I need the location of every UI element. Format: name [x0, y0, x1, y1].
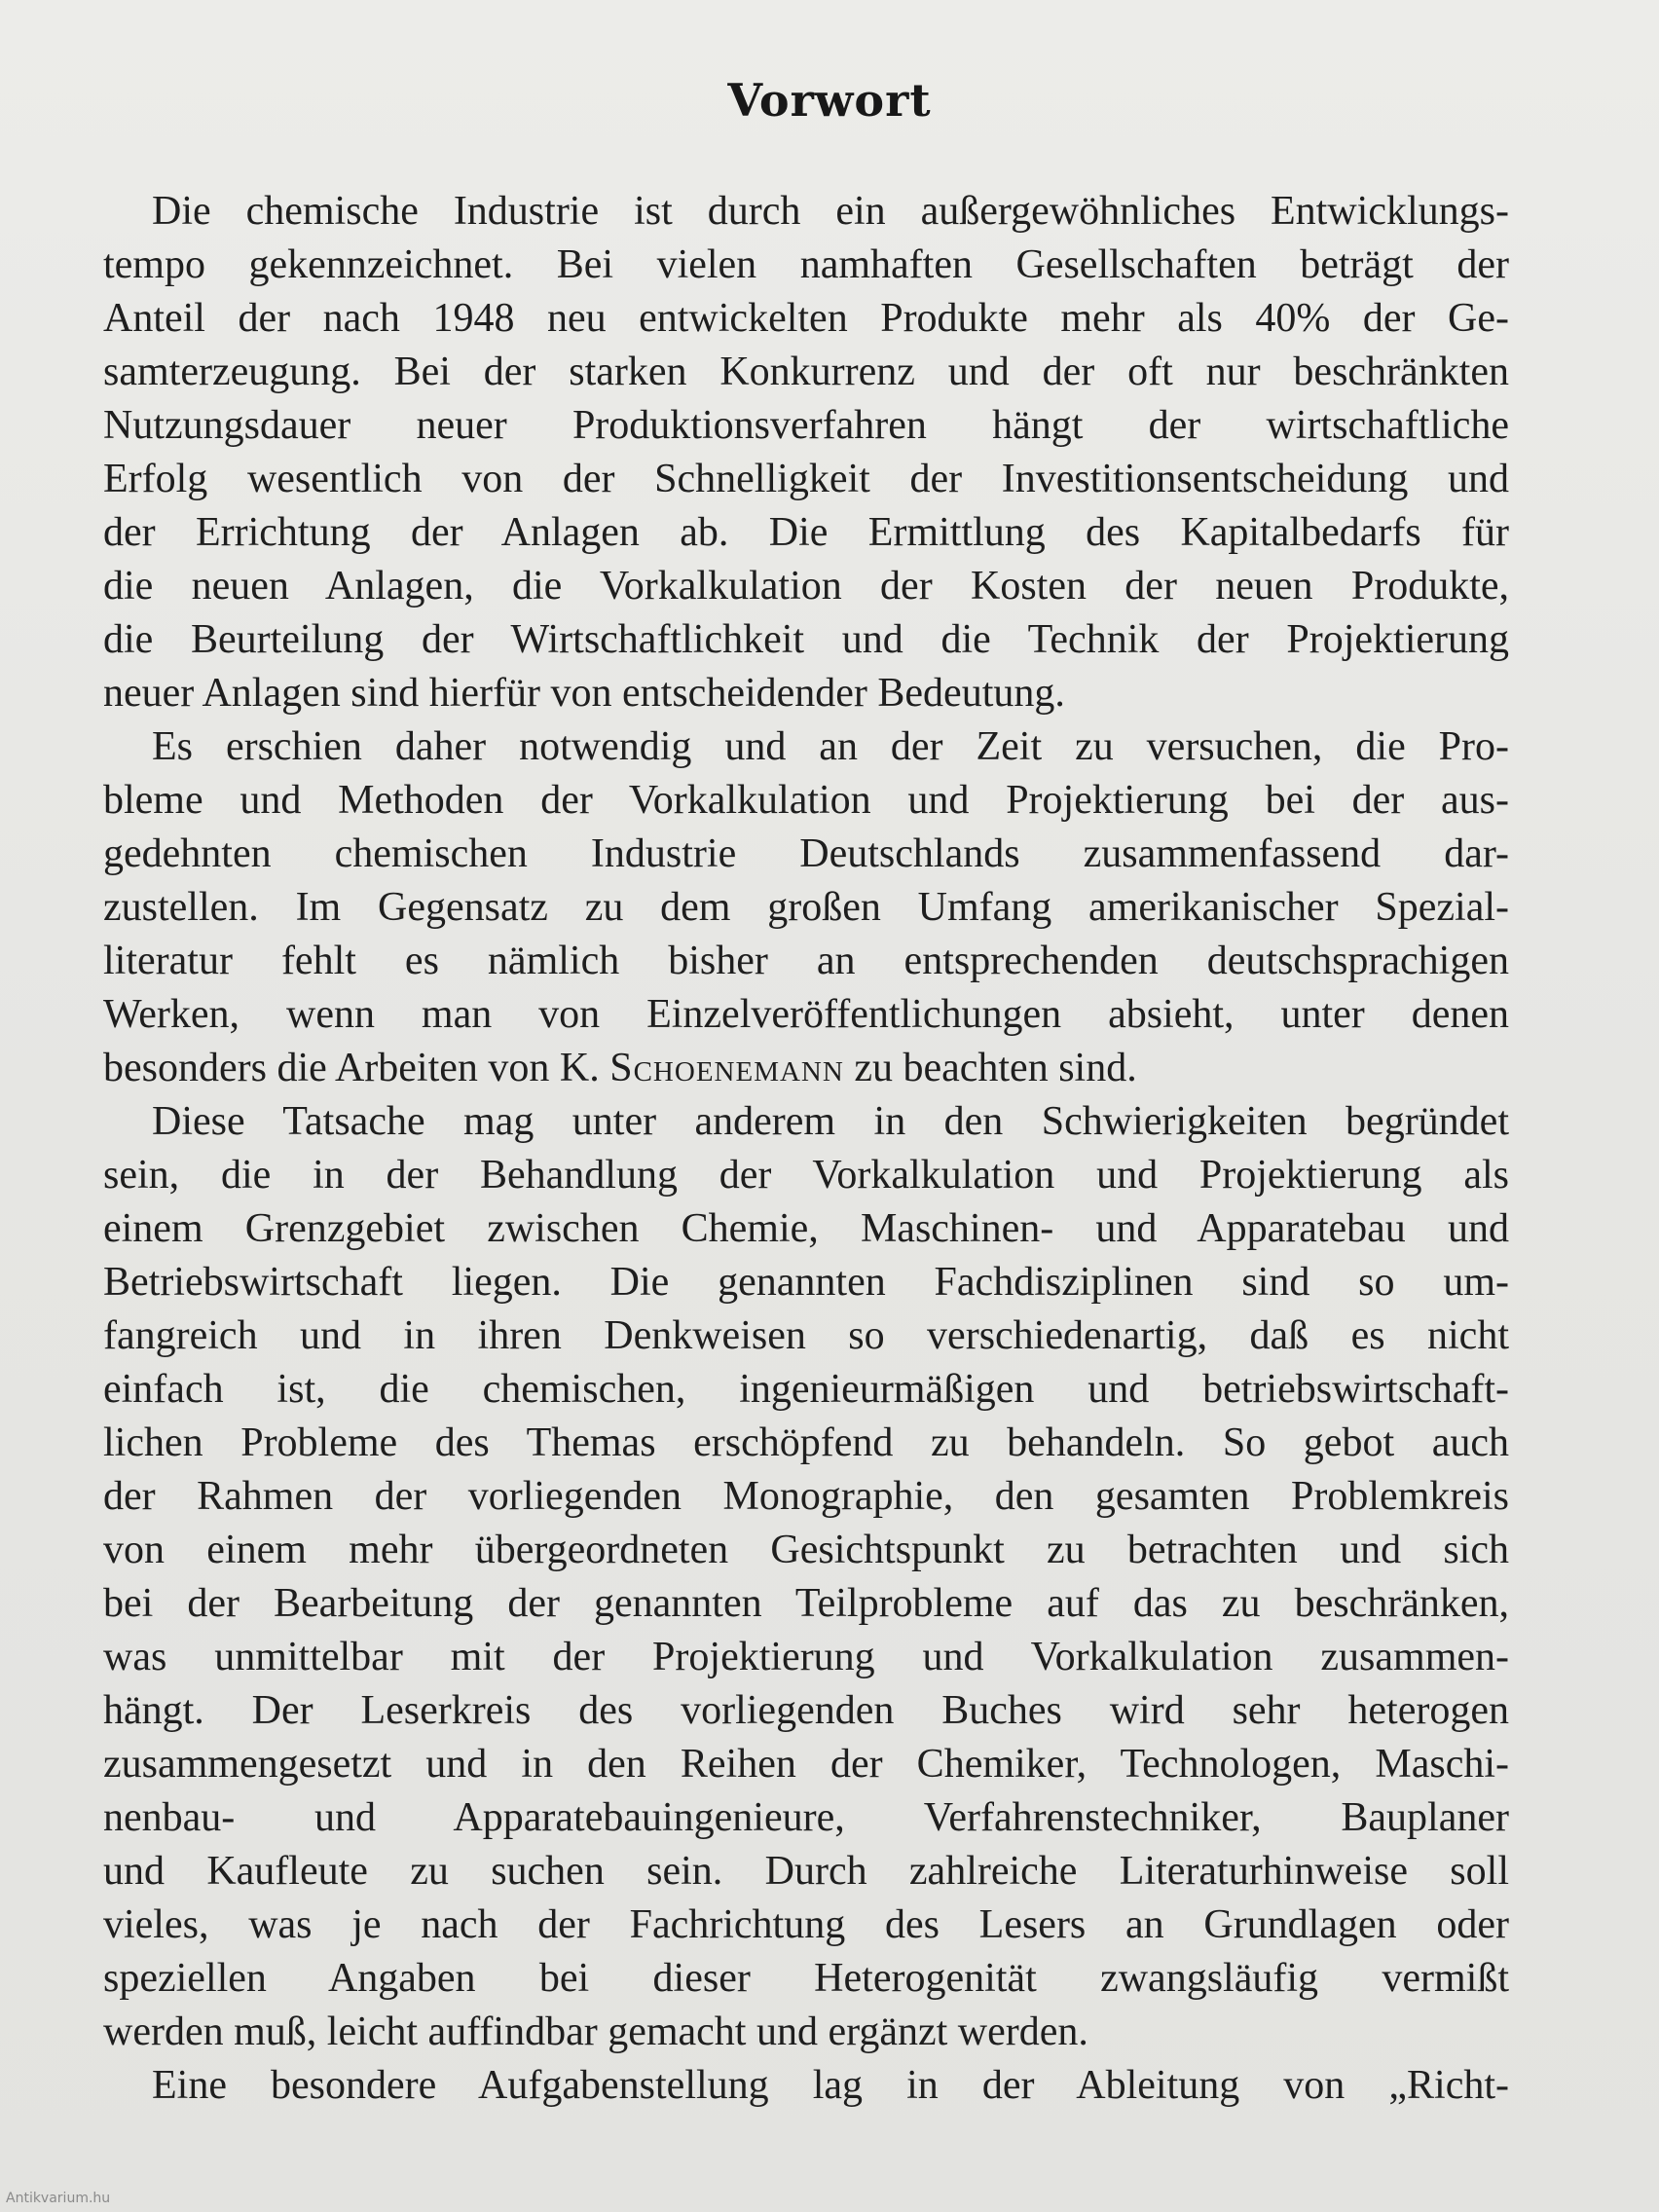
text-line: nenbau- und Apparatebauingenieure, Verfahrenstechniker, Bauplaner — [103, 1795, 1509, 1840]
text-line: die Beurteilung der Wirtschaftlichkeit und die Technik der Projektierung — [103, 617, 1509, 662]
text-line: Erfolg wesentlich von der Schnelligkeit der Investitionsentscheidung und — [103, 457, 1509, 501]
text-line: literatur fehlt es nämlich bisher an entsprechenden deutschsprachigen — [103, 939, 1509, 983]
text-line: die neuen Anlagen, die Vorkalkulation der Kosten der neuen Produkte, — [103, 564, 1509, 608]
text-line: zusammengesetzt und in den Reihen der Chemiker, Technologen, Maschi- — [103, 1742, 1509, 1787]
text-fragment: besonders die Arbeiten von K. — [103, 1046, 600, 1090]
text-line: bleme und Methoden der Vorkalkulation und Projektierung bei der aus- — [103, 778, 1509, 823]
text-fragment: zu beachten sind. — [854, 1046, 1137, 1090]
text-line: Betriebswirtschaft liegen. Die genannten Fachdisziplinen sind so um- — [103, 1260, 1509, 1305]
text-line: Diese Tatsache mag unter anderem in den Schwierigkeiten begründet — [152, 1099, 1509, 1144]
text-line: neuer Anlagen sind hierfür von entscheidender Bedeutung. — [103, 671, 1065, 716]
text-line: und Kaufleute zu suchen sein. Durch zahlreiche Literaturhinweise soll — [103, 1849, 1509, 1894]
text-line: Eine besondere Aufgabenstellung lag in der Ableitung von „Richt- — [152, 2063, 1509, 2108]
author-name: Schoenemann — [609, 1046, 844, 1090]
text-line: zustellen. Im Gegensatz zu dem großen Umfang amerikanischer Spezial- — [103, 885, 1509, 930]
text-line: fangreich und in ihren Denkweisen so verschiedenartig, daß es nicht — [103, 1313, 1509, 1358]
text-line: lichen Probleme des Themas erschöpfend zu behandeln. So gebot auch — [103, 1420, 1509, 1465]
text-line: vieles, was je nach der Fachrichtung des Lesers an Grundlagen oder — [103, 1902, 1509, 1947]
text-line: der Errichtung der Anlagen ab. Die Ermittlung des Kapitalbedarfs für — [103, 510, 1509, 555]
text-line: Werken, wenn man von Einzelveröffentlichungen absieht, unter denen — [103, 992, 1509, 1037]
text-line: einem Grenzgebiet zwischen Chemie, Maschinen- und Apparatebau und — [103, 1206, 1509, 1251]
text-line: tempo gekennzeichnet. Bei vielen namhaften Gesellschaften beträgt der — [103, 242, 1509, 287]
text-line: Nutzungsdauer neuer Produktionsverfahren hängt der wirtschaftliche — [103, 403, 1509, 448]
text-line: speziellen Angaben bei dieser Heterogenität zwangsläufig vermißt — [103, 1956, 1509, 2001]
text-line: werden muß, leicht auffindbar gemacht und ergänzt werden. — [103, 2009, 1088, 2054]
text-line: sein, die in der Behandlung der Vorkalkulation und Projektierung als — [103, 1153, 1509, 1198]
text-line: gedehnten chemischen Industrie Deutschlands zusammenfassend dar- — [103, 831, 1509, 876]
text-line: hängt. Der Leserkreis des vorliegenden Buches wird sehr heterogen — [103, 1688, 1509, 1733]
text-line: Die chemische Industrie ist durch ein außergewöhnliches Entwicklungs- — [152, 189, 1509, 234]
text-line: was unmittelbar mit der Projektierung und Vorkalkulation zusammen- — [103, 1635, 1509, 1679]
preface-body — [103, 185, 1509, 2113]
text-line: der Rahmen der vorliegenden Monographie, den gesamten Problemkreis — [103, 1474, 1509, 1519]
text-line: bei der Bearbeitung der genannten Teilprobleme auf das zu beschränken, — [103, 1581, 1509, 1626]
text-line: Es erschien daher notwendig und an der Zeit zu versuchen, die Pro- — [152, 724, 1509, 769]
page-title: Vorwort — [727, 74, 932, 127]
text-line-with-author — [103, 1042, 1509, 1095]
text-line: samterzeugung. Bei der starken Konkurrenz und der oft nur beschränkten — [103, 350, 1509, 394]
text-line: von einem mehr übergeordneten Gesichtspunkt zu betrachten und sich — [103, 1528, 1509, 1572]
text-line: einfach ist, die chemischen, ingenieurmäßigen und betriebswirtschaft- — [103, 1367, 1509, 1412]
text-line: Anteil der nach 1948 neu entwickelten Produkte mehr als 40% der Ge- — [103, 296, 1509, 341]
watermark: Antikvarium.hu — [6, 2191, 111, 2206]
